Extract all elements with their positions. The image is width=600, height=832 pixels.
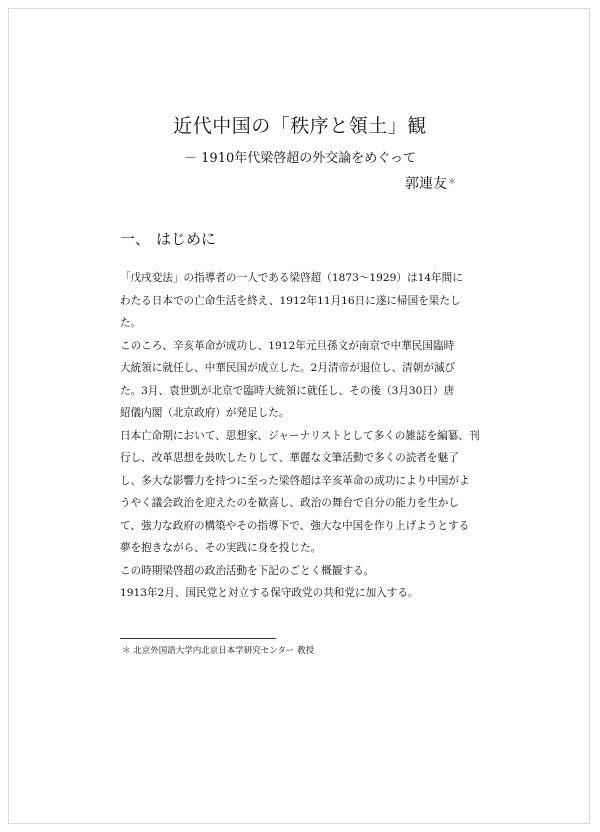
section-heading: [120, 229, 216, 249]
body-line: 「戊戌変法」の指導者の一人である梁啓超（1873～1929）は14年間に: [120, 272, 463, 284]
body-line: このころ、辛亥革命が成功し、1912年元旦孫文が南京で中華民国臨時: [120, 339, 455, 352]
body-line: 紹儀内閣（北京政府）が発足した。: [120, 407, 290, 419]
body-line: し、多大な影響力を持つに至った梁啓超は辛亥革命の成功により中国がよ: [120, 474, 470, 487]
body-text: [120, 267, 482, 605]
body-line: 行し、改革思想を鼓吹したりして、華麗な文筆活動で多くの読者を魅了: [120, 452, 459, 464]
body-line: 1913年2月、国民党と対立する保守政党の共和党に加入する。: [120, 587, 419, 599]
paper-subtitle: － 1910年代梁啓超の外交論をめぐって: [184, 151, 416, 166]
author-name: 郭連友: [405, 176, 447, 192]
footnote-divider: [120, 638, 276, 639]
body-line: うやく議会政治を迎えたのを歓喜し、政治の舞台で自分の能力を生かし: [120, 497, 459, 509]
author-line: [405, 175, 456, 193]
body-line: 大統領に就任し、中華民国が成立した。2月清帝が退位し、清朝が滅び: [120, 362, 456, 374]
section-number: 一、: [120, 230, 151, 248]
body-line: 日本亡命期において、思想家、ジャーナリストとして多くの雑誌を編纂、刊: [120, 429, 480, 442]
body-line: た。: [120, 317, 142, 329]
author-footnote-mark: ＊: [448, 177, 456, 186]
section-title: はじめに: [156, 230, 217, 248]
footnote: ＊ 北京外国語大学内北京日本学研究センター 教授: [122, 646, 315, 656]
body-line: この時期梁啓超の政治活動を下記のごとく概観する。: [120, 564, 375, 577]
body-line: 夢を抱きながら、その実践に身を投じた。: [120, 542, 322, 554]
body-line: て、強力な政府の構築やその指導下で、強大な中国を作り上げようとする: [120, 519, 470, 532]
body-line: た。3月、袁世凱が北京で臨時大統領に就任し、その後（3月30日）唐: [120, 384, 455, 397]
paper-title: 近代中国の「秩序と領土」観: [173, 115, 427, 137]
body-line: わたる日本での亡命生活を終え、1912年11月16日に遂に帰国を果たし: [120, 294, 461, 307]
